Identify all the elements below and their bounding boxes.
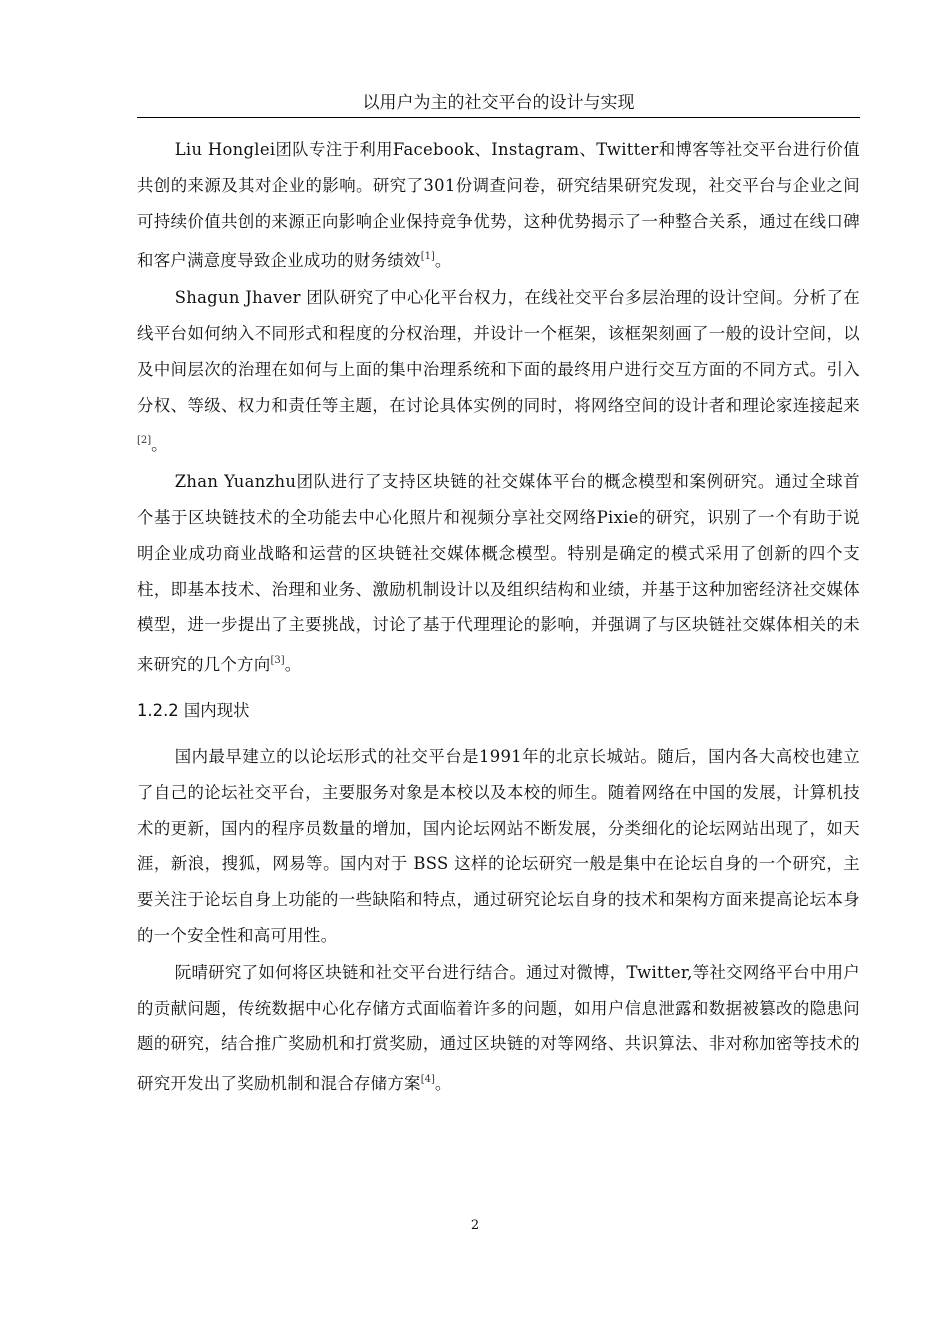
paragraph-end: 。 [284, 655, 302, 675]
citation-ref: [2] [137, 435, 152, 447]
paragraph-end: 。 [434, 1074, 452, 1094]
paragraph-end: 。 [151, 435, 168, 455]
paragraph-text: 阮晴研究了如何将区块链和社交平台进行结合。通过对微博，Twitter,等社交网络平台中用户的贡献问题，传统数据中心化存储方式面临着许多的问题，如用户信息泄露和数据被篡改的隐患问题的研究，结合推广奖励机和打赏奖励，通过区块链的对等网络、共识算法、非对称加密等技术的研究开发出了奖励机制和混合存储方案 [137, 962, 860, 1094]
paragraph-text: Zhan Yuanzhu团队进行了支持区块链的社交媒体平台的概念模型和案例研究。通过全球首个基于区块链技术的全功能去中心化照片和视频分享社交网络Pixie的研究，识别了一个有助于说明企业成功商业战略和运营的区块链社交媒体概念模型。特别是确定的模式采用了创新的四个支柱，即基本技术、治理和业务、激励机制设计以及组织结构和业绩，并基于这种加密经济社交媒体模型，进一步提出了主要挑战，讨论了基于代理理论的影响，并强调了与区块链社交媒体相关的未来研究的几个方向 [137, 472, 860, 675]
citation-ref: [1] [420, 251, 435, 263]
running-header-title: 以用户为主的社交平台的设计与实现 [362, 93, 635, 113]
section-heading: 1.2.2 国内现状 [137, 700, 250, 720]
header-rule [137, 117, 860, 118]
paragraph-end: 。 [434, 251, 452, 271]
paragraph-domestic-forums [137, 739, 860, 954]
document-body [137, 132, 860, 1102]
citation-ref: [3] [270, 655, 285, 667]
paragraph-zhan-yuanzhu [137, 464, 860, 683]
paragraph-ruan-qing [137, 955, 860, 1102]
paragraph-text: Liu Honglei团队专注于利用Facebook、Instagram、Twitter和博客等社交平台进行价值共创的来源及其对企业的影响。研究了301份调查问卷，研究结果研究发现，社交平台与企业之间可持续价值共创的来源正向影响企业保持竞争优势，这种优势揭示了一种整合关系，通过在线口碑和客户满意度导致企业成功的财务绩效 [137, 140, 860, 271]
paragraph-liu-honglei [137, 132, 860, 279]
paragraph-shagun-jhaver [137, 280, 860, 463]
paragraph-text: 国内最早建立的以论坛形式的社交平台是1991年的北京长城站。随后，国内各大高校也建立了自己的论坛社交平台，主要服务对象是本校以及本校的师生。随着网络在中国的发展，计算机技术的更新，国内的程序员数量的增加，国内论坛网站不断发展，分类细化的论坛网站出现了，如天涯，新浪，搜狐，网易等。国内对于 BSS 这样的论坛研究一般是集中在论坛自身的一个研究，主要关注于论坛自身上功能的一些缺陷和特点，通过研究论坛自身的技术和架构方面来提高论坛本身的一个安全性和高可用性。 [137, 746, 860, 945]
paragraph-text: Shagun Jhaver 团队研究了中心化平台权力，在线社交平台多层治理的设计空间。分析了在线平台如何纳入不同形式和程度的分权治理，并设计一个框架，该框架刻画了一般的设计空间，以及中间层次的治理在如何与上面的集中治理系统和下面的最终用户进行交互方面的不同方式。引入分权、等级、权力和责任等主题，在讨论具体实例的同时，将网络空间的设计者和理论家连接起来 [137, 288, 860, 415]
citation-ref: [4] [420, 1074, 435, 1086]
page-number: 2 [470, 1218, 480, 1233]
